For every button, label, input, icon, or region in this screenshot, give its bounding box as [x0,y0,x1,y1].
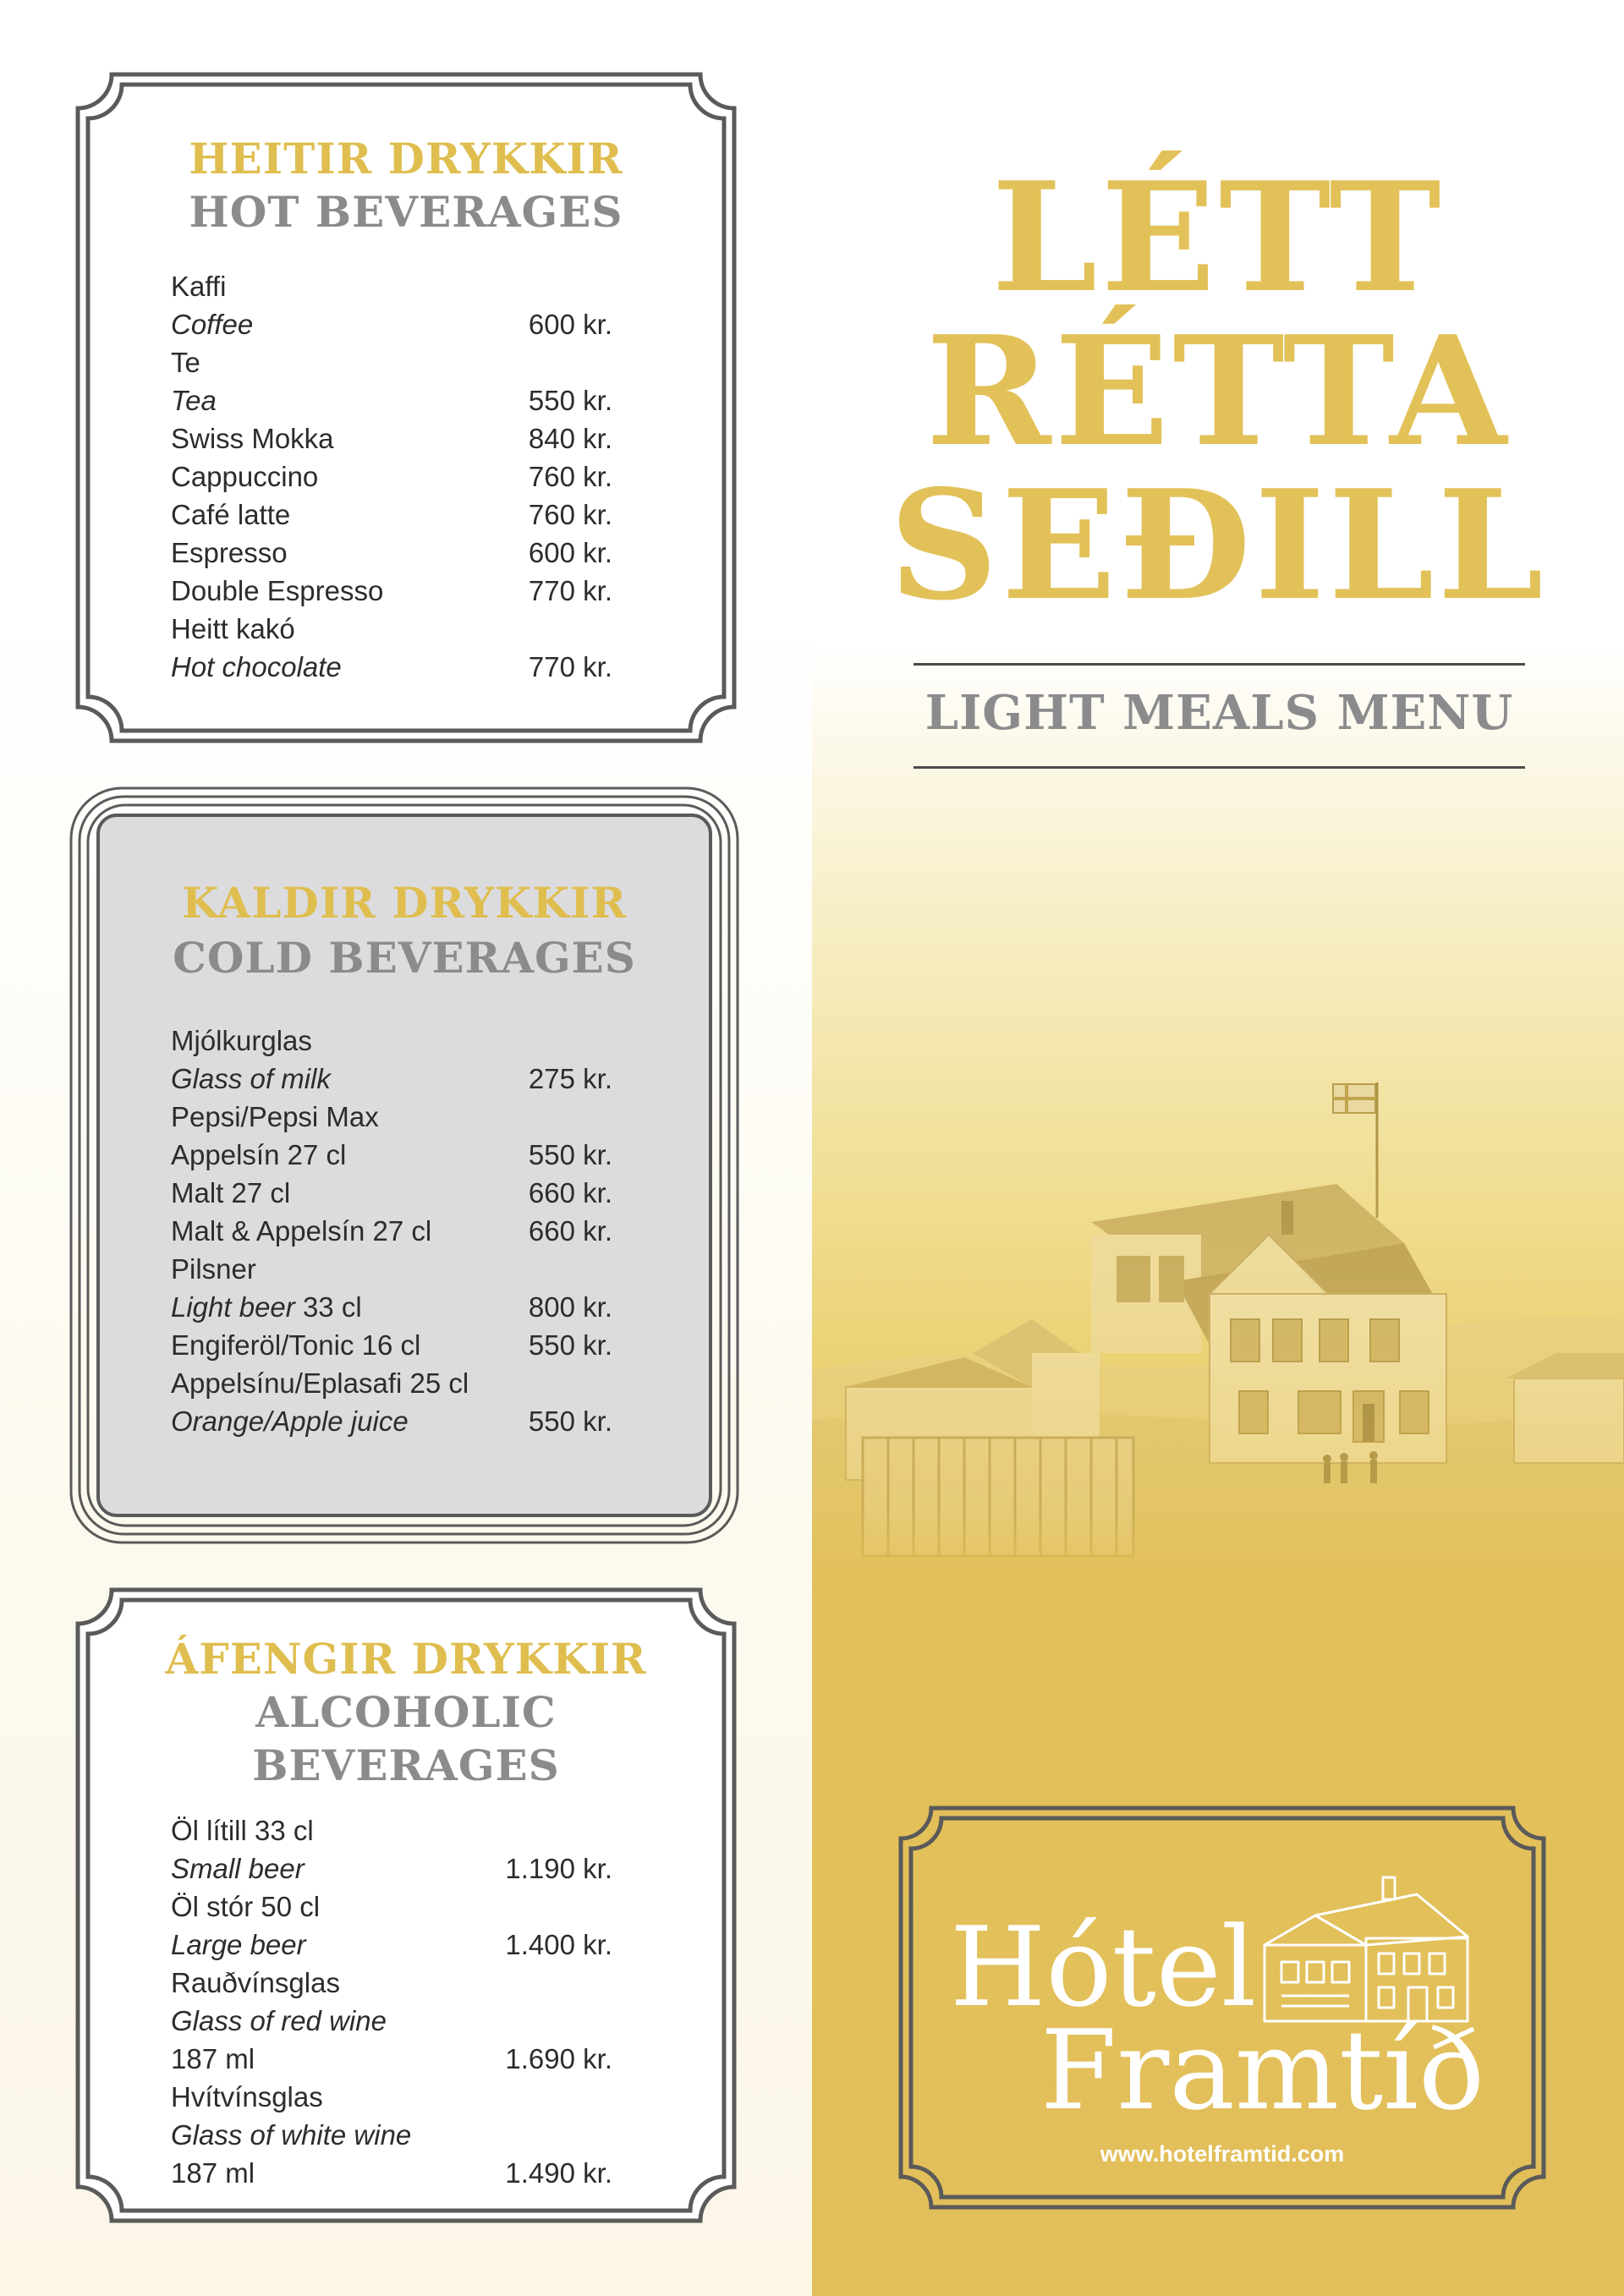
menu-item-label: Pepsi/Pepsi Max [171,1101,379,1132]
menu-item-name [171,1964,340,2002]
menu-item-price: 840 kr. [528,423,612,454]
alcohol-title-en-1: ALCOHOLIC [255,1687,557,1737]
menu-item-price: 760 kr. [528,499,612,530]
menu-item-row [171,1098,612,1136]
menu-item-name [171,343,200,381]
menu-item-price: 550 kr. [528,385,612,416]
menu-item-name [171,1888,320,1926]
alcohol-title-is: ÁFENGIR DRYKKIR [165,1634,647,1684]
menu-item-name [171,305,253,343]
menu-item-price: 760 kr. [528,461,612,492]
menu-item-row [171,305,612,343]
menu-item-name [171,1136,346,1174]
menu-item-price: 1.690 kr. [505,2043,612,2074]
menu-item-row [171,343,612,381]
menu-item-label: Öl lítill 33 cl [171,1815,314,1846]
menu-item-label: Heitt kakó [171,613,295,644]
menu-item-name [171,572,383,610]
hotel-photo [812,1066,1624,1590]
menu-item-name [171,1060,331,1098]
menu-item-name [171,1326,420,1364]
menu-item-name [171,1174,290,1212]
menu-item-row [171,2154,612,2192]
menu-item-name [171,2078,323,2116]
menu-item-row [171,1402,612,1440]
menu-item-row [171,1288,612,1326]
menu-item-row [171,572,612,610]
menu-item-price: 275 kr. [528,1063,612,1094]
menu-item-name [171,267,226,305]
menu-item-price: 770 kr. [528,651,612,682]
menu-item-label: Orange/Apple juice [171,1406,409,1437]
menu-item-label: Tea [171,385,217,416]
hero-subtitle: LIGHT MEALS MENU [924,685,1514,741]
menu-item-row [171,1212,612,1250]
menu-item-price: 660 kr. [528,1215,612,1247]
menu-item-row [171,1364,612,1402]
menu-item-name [171,458,318,496]
menu-item-label: Espresso [171,537,288,568]
menu-item-label: Appelsín 27 cl [171,1139,347,1170]
menu-item-price: 600 kr. [528,537,612,568]
brand-line-1: Hótel [950,1903,1257,2031]
menu-item-label: 187 ml [171,2043,255,2074]
alcohol-beverages-box [78,1590,734,2221]
menu-item-row [171,1849,612,1888]
menu-item-label: Hot chocolate [171,651,342,682]
menu-item-name [171,1364,469,1402]
menu-item-row [171,496,612,534]
menu-item-row [171,1964,612,2002]
menu-item-label: Cappuccino [171,461,319,492]
menu-item-name [171,1212,431,1250]
menu-item-price: 550 kr. [528,1139,612,1170]
menu-item-price: 660 kr. [528,1177,612,1208]
menu-item-label: Café latte [171,499,291,530]
menu-item-label: Large beer [171,1929,306,1960]
hero-title-line-3: SEÐILL [889,457,1547,633]
cold-title-en: COLD BEVERAGES [173,933,636,983]
menu-item-name [171,1849,304,1888]
menu-item-row [171,2002,612,2040]
menu-item-label: Kaffi [171,271,227,302]
cold-title-is: KALDIR DRYKKIR [181,878,627,928]
alcohol-title-en-2: BEVERAGES [252,1740,560,1790]
hot-beverages-box [78,74,734,741]
menu-item-name [171,1288,362,1326]
menu-item-label: Swiss Mokka [171,423,334,454]
menu-item-price: 1.400 kr. [505,1929,612,1960]
menu-item-label: Coffee [171,309,254,340]
menu-item-label: Hvítvínsglas [171,2081,323,2112]
menu-item-label: Engiferöl/Tonic 16 cl [171,1329,421,1361]
menu-item-price: 550 kr. [528,1406,612,1437]
menu-item-name [171,2040,255,2078]
menu-item-label: Malt & Appelsín 27 cl [171,1215,432,1247]
menu-item-label: Öl stór 50 cl [171,1891,321,1922]
menu-item-row [171,1926,612,1964]
hero-title-line-1: LÉTT [991,149,1445,326]
cold-items-list [171,1022,612,1440]
menu-item-row [171,1888,612,1926]
menu-item-row [171,648,612,686]
brand-line-2: Framtíð [1040,2006,1485,2134]
menu-item-price: 550 kr. [528,1329,612,1361]
menu-item-label: 187 ml [171,2157,255,2189]
menu-item-name [171,2002,387,2040]
menu-item-row [171,610,612,648]
menu-item-label: Double Espresso [171,575,384,606]
menu-item-name [171,534,288,572]
menu-item-row [171,1811,612,1849]
menu-item-name [171,2116,411,2154]
menu-item-row [171,419,612,458]
menu-item-row [171,534,612,572]
hero-title-line-2: RÉTTA [925,303,1511,479]
menu-item-name [171,648,342,686]
menu-item-row [171,1250,612,1288]
menu-item-row [171,1174,612,1212]
hot-title-is: HEITIR DRYKKIR [189,134,623,184]
menu-item-row [171,381,612,419]
menu-item-row [171,2116,612,2154]
menu-item-label: Appelsínu/Eplasafi 25 cl [171,1367,469,1399]
menu-item-row [171,267,612,305]
menu-item-name [171,1811,314,1849]
menu-item-name [171,610,295,648]
menu-item-label: Small beer [171,1853,304,1884]
menu-item-row [171,458,612,496]
menu-item-row [171,1326,612,1364]
menu-item-label: Rauðvínsglas [171,1967,340,1998]
menu-item-row [171,1022,612,1060]
menu-item-label: Mjólkurglas [171,1025,312,1056]
menu-item-name [171,1250,256,1288]
menu-item-row [171,1136,612,1174]
menu-item-label: Pilsner [171,1253,256,1285]
hot-title-en: HOT BEVERAGES [189,187,623,237]
subtitle-rule-top [914,663,1525,666]
menu-item-price: 770 kr. [528,575,612,606]
menu-item-row [171,2078,612,2116]
menu-item-label: Glass of milk [171,1063,331,1094]
menu-item-size: 33 cl [294,1291,362,1323]
hot-items-list [171,267,612,686]
menu-item-row [171,2040,612,2078]
menu-item-row [171,1060,612,1098]
menu-item-name [171,496,290,534]
cold-beverages-box [69,786,739,1544]
menu-item-name [171,2154,255,2192]
menu-item-name [171,381,217,419]
menu-item-label: Glass of red wine [171,2005,387,2036]
menu-item-name [171,1926,306,1964]
menu-item-label: Te [171,347,200,378]
subtitle-rule-bottom [914,766,1525,769]
menu-item-label: Light beer [171,1291,295,1323]
menu-item-price: 1.190 kr. [505,1853,612,1884]
menu-item-name [171,1022,312,1060]
menu-item-price: 1.490 kr. [505,2157,612,2189]
website-link[interactable]: www.hotelframtid.com [1100,2141,1345,2167]
menu-item-name [171,419,334,458]
alcohol-items-list [171,1811,612,2192]
menu-item-price: 800 kr. [528,1291,612,1323]
menu-item-label: Glass of white wine [171,2119,412,2151]
menu-item-name [171,1098,379,1136]
menu-item-price: 600 kr. [528,309,612,340]
menu-item-label: Malt 27 cl [171,1177,291,1208]
menu-item-name [171,1402,409,1440]
